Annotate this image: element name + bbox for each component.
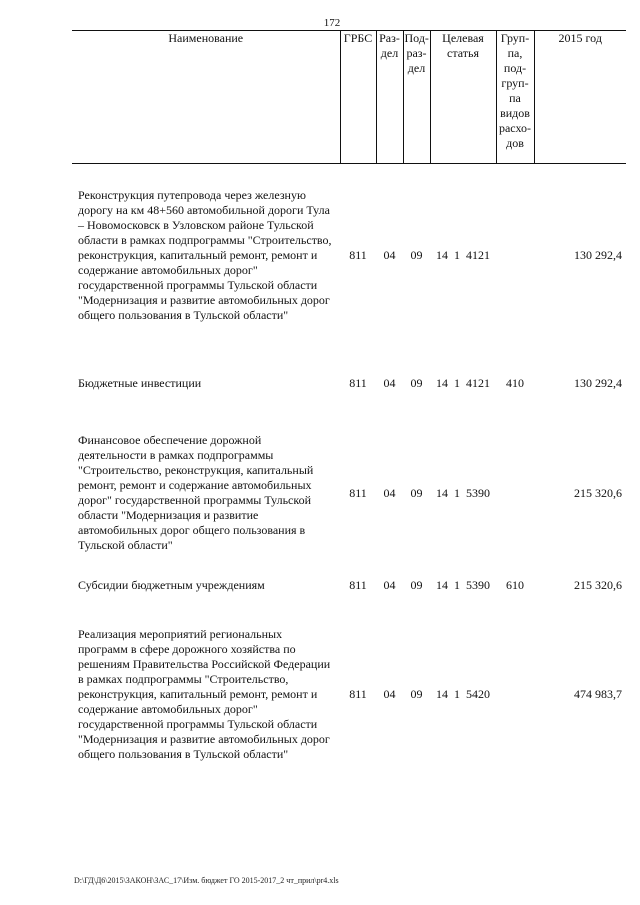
table-row [72,164,626,348]
row-podrazdel: 09 [410,248,423,262]
row-name: Финансовое обеспечение дорожной деятельности в рамках подпрограммы "Строительство, реконструкция, капитальный ремонт, ремонт и содержание автомобильных дорог" государственной программы Тульской области "Модернизация и развитие автомобильных дорог общего пользования в Тульской области" [78,433,314,552]
row-group: 610 [506,577,524,592]
row-amount: 215 320,6 [574,577,622,592]
table-row [72,420,626,566]
row-name: Бюджетные инвестиции [78,376,202,390]
table-row [72,566,626,604]
row-grbs: 811 [349,485,367,500]
row-grbs: 811 [349,686,367,701]
row-group: 410 [506,376,524,390]
row-amount: 130 292,4 [574,376,622,390]
table-header [72,31,626,164]
row-name: Реконструкция путепровода через железную дорогу на км 48+560 автомобильной дороги Тула – Новомосковск в Узловском районе Тульской области в рамках подпрограммы "Строительство, реконструкция, капитальный ремонт, ремонт и содержание автомобильных дорог" государственной программы Тульской области "Модернизация и развитие автомобильных дорог общего пользования в Тульской области" [78,188,332,322]
row-name: Реализация мероприятий региональных программ в сфере дорожного хозяйства по решениям Правительства Российской Федерации в рамках подпрограммы "Строительство, реконструкция, капитальный ремонт, ремонт и содержание автомобильных дорог" государственной программы Тульской области "Модернизация и развитие автомобильных дорог общего пользования в Тульской области" [78,626,331,761]
row-name: Субсидии бюджетным учреждениям [78,577,265,592]
row-group [496,604,534,784]
header-name: Наименование [72,31,340,164]
row-razdel: 04 [383,248,396,262]
row-grbs: 811 [349,376,367,390]
row-target: 14 1 4121 [436,248,490,262]
header-target: Целевая статья [430,31,496,164]
row-grbs: 811 [349,577,367,592]
row-target: 14 1 5390 [436,485,490,500]
table-row [72,347,626,420]
row-grbs: 811 [349,248,367,262]
header-grbs: ГРБС [340,31,376,164]
row-amount: 215 320,6 [574,485,622,500]
row-razdel: 04 [383,686,396,701]
header-group: Груп- па, под- груп- па видов расхо- дов [496,31,534,164]
row-razdel: 04 [383,485,396,500]
header-razdel: Раз- дел [376,31,403,164]
page-number: 172 [323,17,341,29]
row-amount: 130 292,4 [574,248,622,262]
row-group [496,164,534,348]
table-row [72,604,626,784]
row-podrazdel: 09 [410,485,423,500]
row-target: 14 1 5390 [436,577,490,592]
footer-file-path: D:\ГД\Д6\2015\ЗАКОН\ЗАС_17\Изм. бюджет ГО 2015-2017_2 чт_прил\pr4.xls [74,876,339,885]
row-target: 14 1 5420 [436,686,490,701]
header-year: 2015 год [534,31,626,164]
header-podrazdel: Под- раз- дел [403,31,430,164]
budget-table [72,30,626,784]
row-razdel: 04 [383,577,396,592]
row-podrazdel: 09 [410,577,423,592]
row-target: 14 1 4121 [436,376,490,390]
row-razdel: 04 [383,376,396,390]
row-podrazdel: 09 [410,376,423,390]
row-amount: 474 983,7 [574,686,622,701]
row-podrazdel: 09 [410,686,423,701]
row-group [496,420,534,566]
